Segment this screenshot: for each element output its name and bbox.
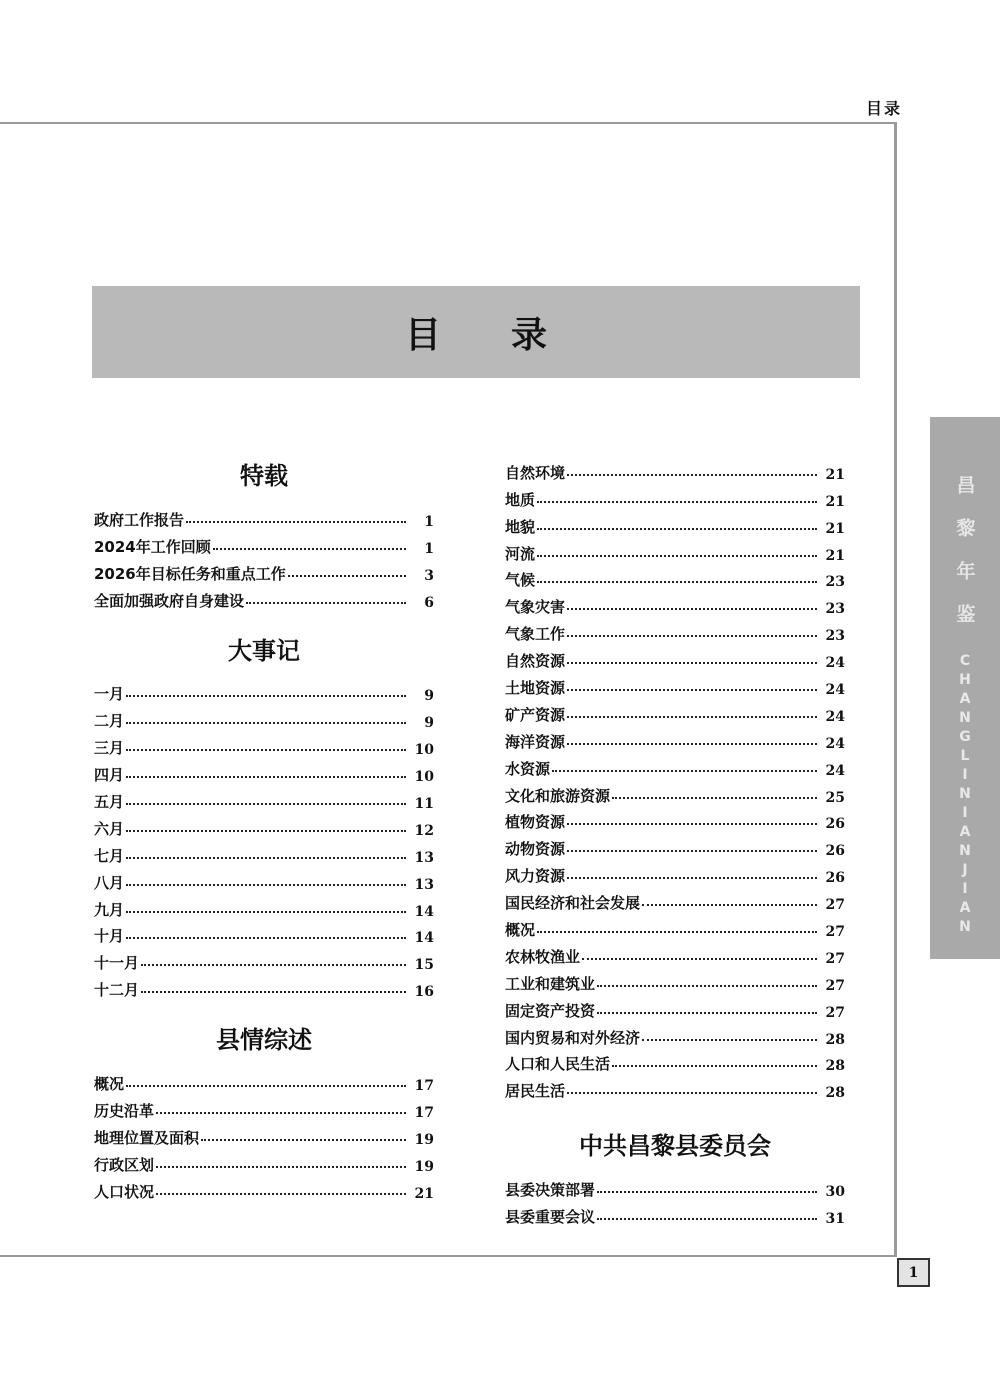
toc-entry[interactable] xyxy=(94,920,434,947)
page-title: 目录 xyxy=(404,314,617,356)
toc-entry-title: 十二月 xyxy=(94,981,140,1000)
toc-entry[interactable] xyxy=(505,537,845,564)
toc-entry[interactable] xyxy=(505,564,845,591)
side-tab xyxy=(930,417,1000,959)
toc-entry-title: 概况 xyxy=(94,1075,125,1094)
dot-leader xyxy=(126,776,406,778)
toc-entry-title: 2026年目标任务和重点工作 xyxy=(94,564,286,583)
dot-leader xyxy=(156,1112,406,1114)
toc-entry-title: 河流 xyxy=(505,544,536,563)
page-frame-bottom xyxy=(0,1255,897,1257)
dot-leader xyxy=(537,581,817,583)
toc-entry-title: 七月 xyxy=(94,846,125,865)
toc-entry-page: 1 xyxy=(424,540,434,557)
toc-entry[interactable] xyxy=(94,1121,434,1148)
page-frame-top xyxy=(0,122,897,124)
toc-entry[interactable] xyxy=(94,839,434,866)
toc-entry[interactable] xyxy=(94,503,434,530)
dot-leader xyxy=(552,770,817,772)
toc-entry-title: 概况 xyxy=(505,921,536,940)
dot-leader xyxy=(567,608,817,610)
toc-entry-page: 9 xyxy=(424,688,434,705)
dot-leader xyxy=(126,749,406,751)
dot-leader xyxy=(126,830,406,832)
toc-entry[interactable] xyxy=(94,557,434,584)
dot-leader xyxy=(567,823,817,825)
toc-entry[interactable] xyxy=(505,1074,845,1101)
dot-leader xyxy=(126,857,406,859)
toc-entry[interactable] xyxy=(505,886,845,913)
section-heading: 县情综述 xyxy=(216,1026,312,1055)
dot-leader xyxy=(597,985,817,987)
toc-entry-title: 植物资源 xyxy=(505,813,566,832)
toc-entry[interactable] xyxy=(505,483,845,510)
toc-entry[interactable] xyxy=(505,671,845,698)
toc-entry[interactable] xyxy=(505,617,845,644)
toc-entry-page: 19 xyxy=(414,1131,434,1148)
dot-leader xyxy=(567,743,817,745)
side-tab-pinyin: CHANGLINIANJIAN xyxy=(957,653,973,938)
toc-entry-title: 三月 xyxy=(94,739,125,758)
toc-entry[interactable] xyxy=(505,913,845,940)
toc-entry-title: 海洋资源 xyxy=(505,732,566,751)
toc-entry-title: 历史沿革 xyxy=(94,1102,155,1121)
dot-leader xyxy=(567,689,817,691)
toc-entry-title: 人口状况 xyxy=(94,1182,155,1201)
toc-entry-title: 矿产资源 xyxy=(505,705,566,724)
toc-entry[interactable] xyxy=(505,832,845,859)
dot-leader xyxy=(246,602,406,604)
dot-leader xyxy=(642,904,817,906)
toc-entry[interactable] xyxy=(505,698,845,725)
toc-entry-title: 县委决策部署 xyxy=(505,1181,596,1200)
toc-entry-page: 17 xyxy=(414,1105,434,1122)
toc-entry[interactable] xyxy=(505,725,845,752)
toc-entry-title: 国民经济和社会发展 xyxy=(505,894,641,913)
dot-leader xyxy=(201,1139,406,1141)
toc-entry-page: 1 xyxy=(424,513,434,530)
toc-entry-page: 24 xyxy=(825,682,845,699)
toc-entry-page: 21 xyxy=(825,520,845,537)
toc-entry-title: 国内贸易和对外经济 xyxy=(505,1028,641,1047)
section-entries xyxy=(505,1173,845,1227)
side-tab-chinese: 昌黎年鉴 xyxy=(953,475,976,647)
toc-entry[interactable] xyxy=(94,731,434,758)
running-head: 目录 xyxy=(866,99,903,118)
toc-entry-title: 居民生活 xyxy=(505,1082,566,1101)
dot-leader xyxy=(567,716,817,718)
toc-entry[interactable] xyxy=(94,812,434,839)
dot-leader xyxy=(156,1166,406,1168)
dot-leader xyxy=(612,1065,817,1067)
toc-entry[interactable] xyxy=(505,940,845,967)
dot-leader xyxy=(156,1193,406,1195)
toc-entry[interactable] xyxy=(505,590,845,617)
toc-entry[interactable] xyxy=(94,866,434,893)
toc-entry-title: 行政区划 xyxy=(94,1155,155,1174)
toc-entry-page: 24 xyxy=(825,655,845,672)
toc-entry-page: 26 xyxy=(825,870,845,887)
toc-entry-page: 12 xyxy=(414,822,434,839)
toc-entry[interactable] xyxy=(94,530,434,557)
dot-leader xyxy=(288,575,406,577)
section-heading: 大事记 xyxy=(228,636,300,665)
toc-entry-title: 四月 xyxy=(94,766,125,785)
toc-entry-page: 13 xyxy=(414,876,434,893)
dot-leader xyxy=(213,548,406,550)
toc-entry-page: 6 xyxy=(424,594,434,611)
toc-entry[interactable] xyxy=(94,1148,434,1175)
dot-leader xyxy=(567,1092,817,1094)
title-banner xyxy=(92,286,860,378)
dot-leader xyxy=(567,877,817,879)
toc-entry-page: 27 xyxy=(825,1004,845,1021)
toc-entry-page: 23 xyxy=(825,574,845,591)
toc-entry-page: 27 xyxy=(825,924,845,941)
toc-entry[interactable] xyxy=(94,1175,434,1202)
toc-entry[interactable] xyxy=(505,967,845,994)
toc-entry-title: 十月 xyxy=(94,927,125,946)
toc-entry-page: 28 xyxy=(825,1085,845,1102)
toc-entry-title: 动物资源 xyxy=(505,840,566,859)
toc-entry[interactable] xyxy=(94,758,434,785)
toc-entry-title: 十一月 xyxy=(94,954,140,973)
toc-entry-title: 气象灾害 xyxy=(505,598,566,617)
toc-entry-page: 23 xyxy=(825,601,845,618)
toc-entry[interactable] xyxy=(505,1021,845,1048)
toc-entry-page: 3 xyxy=(424,567,434,584)
toc-entry-page: 19 xyxy=(414,1158,434,1175)
toc-entry[interactable] xyxy=(505,1200,845,1227)
toc-entry[interactable] xyxy=(505,1173,845,1200)
toc-entry-page: 11 xyxy=(414,796,434,813)
page-number: 1 xyxy=(897,1258,930,1287)
section-heading: 中共昌黎县委员会 xyxy=(579,1132,771,1161)
toc-entry-title: 一月 xyxy=(94,685,125,704)
toc-entry-title: 自然资源 xyxy=(505,652,566,671)
dot-leader xyxy=(126,937,406,939)
toc-entry-title: 文化和旅游资源 xyxy=(505,786,611,805)
toc-entry-page: 24 xyxy=(825,735,845,752)
section-entries xyxy=(94,678,434,1001)
dot-leader xyxy=(567,635,817,637)
toc-entry[interactable] xyxy=(94,946,434,973)
toc-entry-page: 26 xyxy=(825,816,845,833)
toc-entry-page: 21 xyxy=(825,547,845,564)
dot-leader xyxy=(597,1218,817,1220)
toc-entry[interactable] xyxy=(505,779,845,806)
section-entries xyxy=(505,456,845,1101)
toc-entry-page: 26 xyxy=(825,843,845,860)
toc-entry-title: 气象工作 xyxy=(505,625,566,644)
toc-entry-title: 地貌 xyxy=(505,517,536,536)
toc-entry-page: 28 xyxy=(825,1058,845,1075)
section-entries xyxy=(94,1067,434,1201)
dot-leader xyxy=(597,1191,817,1193)
toc-entry-page: 24 xyxy=(825,708,845,725)
toc-entry[interactable] xyxy=(505,806,845,833)
toc-entry[interactable] xyxy=(94,893,434,920)
dot-leader xyxy=(126,803,406,805)
toc-entry-page: 27 xyxy=(825,977,845,994)
toc-entry-page: 15 xyxy=(414,957,434,974)
dot-leader xyxy=(126,695,406,697)
toc-entry-title: 九月 xyxy=(94,900,125,919)
dot-leader xyxy=(186,521,406,523)
section-entries xyxy=(94,503,434,611)
toc-entry-page: 27 xyxy=(825,897,845,914)
toc-entry-page: 21 xyxy=(825,493,845,510)
toc-entry-title: 土地资源 xyxy=(505,679,566,698)
dot-leader xyxy=(597,1012,817,1014)
toc-entry-title: 政府工作报告 xyxy=(94,510,185,529)
toc-entry-page: 27 xyxy=(825,950,845,967)
toc-entry-page: 10 xyxy=(414,742,434,759)
toc-entry-title: 固定资产投资 xyxy=(505,1001,596,1020)
toc-entry-title: 风力资源 xyxy=(505,867,566,886)
toc-entry-page: 9 xyxy=(424,715,434,732)
toc-entry-page: 21 xyxy=(414,1185,434,1202)
toc-entry-page: 28 xyxy=(825,1031,845,1048)
toc-entry[interactable] xyxy=(94,1094,434,1121)
toc-entry-page: 14 xyxy=(414,930,434,947)
toc-entry-page: 17 xyxy=(414,1078,434,1095)
toc-entry[interactable] xyxy=(94,1067,434,1094)
toc-entry-title: 气候 xyxy=(505,571,536,590)
toc-entry-title: 二月 xyxy=(94,712,125,731)
dot-leader xyxy=(612,797,817,799)
dot-leader xyxy=(537,501,817,503)
toc-entry-title: 八月 xyxy=(94,873,125,892)
dot-leader xyxy=(537,555,817,557)
toc-entry-title: 六月 xyxy=(94,819,125,838)
toc-entry-title: 县委重要会议 xyxy=(505,1208,596,1227)
toc-entry[interactable] xyxy=(505,456,845,483)
dot-leader xyxy=(126,1085,406,1087)
dot-leader xyxy=(141,964,406,966)
toc-entry[interactable] xyxy=(94,973,434,1000)
toc-entry-page: 23 xyxy=(825,628,845,645)
page-frame-right xyxy=(894,122,897,1257)
toc-entry[interactable] xyxy=(94,678,434,705)
toc-entry-title: 2024年工作回顾 xyxy=(94,537,211,556)
toc-entry-page: 25 xyxy=(825,789,845,806)
toc-entry-page: 24 xyxy=(825,762,845,779)
toc-entry-page: 30 xyxy=(825,1184,845,1201)
toc-entry-page: 13 xyxy=(414,849,434,866)
toc-entry[interactable] xyxy=(505,510,845,537)
toc-entry-title: 地理位置及面积 xyxy=(94,1128,200,1147)
toc-entry-title: 水资源 xyxy=(505,759,551,778)
toc-entry[interactable] xyxy=(505,994,845,1021)
toc-entry-title: 工业和建筑业 xyxy=(505,974,596,993)
toc-entry[interactable] xyxy=(94,785,434,812)
dot-leader xyxy=(582,958,817,960)
toc-left-column xyxy=(94,456,434,1202)
dot-leader xyxy=(537,528,817,530)
dot-leader xyxy=(567,474,817,476)
toc-entry-title: 自然环境 xyxy=(505,463,566,482)
toc-entry[interactable] xyxy=(505,1048,845,1075)
toc-entry-page: 10 xyxy=(414,769,434,786)
toc-entry-page: 21 xyxy=(825,466,845,483)
dot-leader xyxy=(126,911,406,913)
toc-entry-page: 16 xyxy=(414,984,434,1001)
toc-entry[interactable] xyxy=(505,859,845,886)
dot-leader xyxy=(642,1039,817,1041)
dot-leader xyxy=(567,850,817,852)
dot-leader xyxy=(126,722,406,724)
toc-entry-title: 人口和人民生活 xyxy=(505,1055,611,1074)
toc-entry-title: 地质 xyxy=(505,490,536,509)
toc-entry-page: 14 xyxy=(414,903,434,920)
toc-entry[interactable] xyxy=(94,584,434,611)
toc-right-column xyxy=(505,456,845,1227)
section-heading: 特载 xyxy=(240,462,288,490)
dot-leader xyxy=(537,931,817,933)
dot-leader xyxy=(126,884,406,886)
toc-entry[interactable] xyxy=(94,704,434,731)
toc-entry-title: 五月 xyxy=(94,793,125,812)
toc-entry-title: 全面加强政府自身建设 xyxy=(94,591,245,610)
toc-entry-title: 农林牧渔业 xyxy=(505,947,581,966)
toc-entry[interactable] xyxy=(505,644,845,671)
dot-leader xyxy=(141,991,406,993)
toc-entry[interactable] xyxy=(505,752,845,779)
toc-entry-page: 31 xyxy=(825,1211,845,1228)
dot-leader xyxy=(567,662,817,664)
